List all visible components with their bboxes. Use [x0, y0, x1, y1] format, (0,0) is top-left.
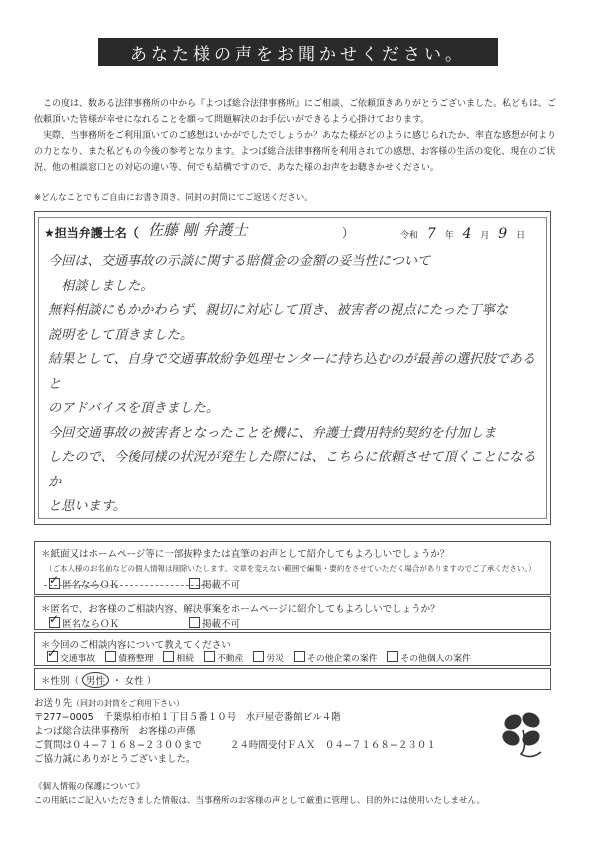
phone-number: ご質問は０４−７１６８−２３００まで [34, 740, 202, 751]
option-corporate[interactable] [294, 651, 377, 664]
checkbox[interactable] [163, 651, 174, 662]
checkbox[interactable] [387, 651, 398, 662]
gender-separator: ・ [112, 676, 122, 687]
option-label: 交通事故 [60, 654, 96, 664]
option-label: 労災 [266, 654, 285, 664]
checkbox[interactable] [105, 651, 116, 662]
privacy-title: 《個人情報の保護について》 [34, 782, 145, 792]
option-label: その他個人の案件 [400, 654, 471, 664]
option-label: 匿名ならＯＫ [62, 619, 120, 630]
question-3-section [34, 632, 551, 666]
divider [44, 585, 204, 586]
question-1-text: ＊紙面又はホームページ等に一部抜粋または直筆のお声として紹介してもよろしいでしょうか？ [41, 549, 450, 560]
option-label: 匿名ならＯＫ [62, 580, 120, 591]
handwritten-comment[interactable]: 今回は、交通事故の示談に関する賠償金の金額の妥当性について 相談しました。 無料相談にもかかわらず、親切に対応して頂き、被害者の視点にたった丁寧な 説明をして頂きました。 結果として、自身で交通事故紛争処理センターに持ち込むのが最善の選択肢であると のアドバイスを頂きました。 今回交通事故の被害者となったことを機に、弁護士費用特約契約を付加しま したので、今後同様の状況が発生した際には、こちらに依頼させて頂くことになるか と思います。 [48, 254, 536, 514]
option-personal[interactable] [387, 651, 470, 664]
lawyer-name-field[interactable]: 佐藤 剛 弁護士 [148, 221, 248, 239]
send-to-label: お送り先 [34, 698, 73, 709]
gender-close: ） [146, 676, 157, 687]
page-title: あなた様の声をお聞かせください。 [98, 38, 498, 66]
option-not-allowed[interactable] [189, 577, 240, 591]
gender-male-selected[interactable]: 男性 [82, 672, 109, 688]
checkbox-checked[interactable] [49, 617, 60, 628]
clover-logo-icon [497, 708, 549, 768]
question-1-section [34, 541, 551, 595]
question-3-options [47, 651, 471, 664]
fax-number: ２４時間受付ＦＡＸ ０４−７１６８−２３０１ [229, 740, 436, 751]
date-year[interactable]: 7 [426, 226, 436, 242]
option-label: 相続 [176, 654, 195, 664]
intro-text [34, 96, 564, 176]
checkbox-checked[interactable] [49, 578, 60, 589]
question-2-section [34, 596, 551, 630]
checkbox[interactable] [253, 651, 264, 662]
option-debt[interactable] [105, 651, 153, 664]
date-month[interactable]: 4 [462, 226, 472, 242]
question-1-options [49, 577, 240, 591]
option-label: 掲載不可 [202, 619, 241, 630]
option-inheritance[interactable] [163, 651, 194, 664]
date-year-unit: 年 [444, 231, 454, 241]
instruction-note: ※どんなことでもご自由にお書き頂き、同封の封筒にてご返送ください。 [34, 193, 313, 203]
send-to-note: （同封の封筒をご利用下さい） [72, 699, 185, 708]
option-not-allowed[interactable] [189, 616, 240, 630]
date-day-unit: 日 [516, 231, 526, 241]
question-1-note: （ご本人様のお名前などの個人情報は削除いたします。文章を変えない範囲で編集・要約をさせていただく場合がありますのでご了承ください。） [45, 564, 536, 573]
question-2-text: ＊匿名で、お客様のご相談内容、解決事案をホームページに紹介してもよろしいでしょうか？ [41, 604, 440, 615]
option-label: 債務整理 [118, 654, 154, 664]
intro-paragraph-2: 実際、当事務所をご利用頂いてのご感想はいかがでしたでしょうか？あなた様がどのように感じられたか、率直な感想が何よりの力となり、また私どもの今後の参考となります。よつば総合法律事務所を利用されての感想、お客様の生活の変化、現在のご状況、他の相談窓口との対応の違い等、何でも結構ですので、あなた様のお声をお聴きかせください。 [34, 131, 557, 173]
option-label: 不動産 [217, 654, 244, 664]
gender-section [34, 668, 551, 690]
thanks-text: ご協力誠にありがとうございました。 [34, 754, 196, 765]
question-3-text: ＊今回のご相談内容について教えてください [41, 640, 231, 651]
option-anonymous-ok[interactable] [49, 616, 189, 630]
office-name: よつば総合法律事務所 お客様の声係 [34, 726, 196, 737]
intro-paragraph-1: この度は、数ある法律事務所の中から『よつば総合法律事務所』にご相談、ご依頼頂きありがとうございました。私どもは、ご依頼頂いた皆様が幸せになれることを願って問題解決のお手伝いができるよう心掛けております。 [34, 99, 557, 125]
option-traffic-accident[interactable] [47, 651, 95, 664]
gender-label: ＊性別（ [41, 676, 80, 687]
checkbox[interactable] [204, 651, 215, 662]
option-label: その他企業の案件 [307, 654, 378, 664]
privacy-text: この用紙にご記入いただきました情報は、当事務所のお客様の声として厳重に管理し、目的外には使用いたしません。 [34, 796, 486, 806]
lawyer-label-close: ） [342, 226, 355, 240]
option-labor-accident[interactable] [253, 651, 284, 664]
date-field[interactable] [400, 226, 525, 242]
checkbox-checked[interactable] [47, 651, 58, 662]
question-2-options [49, 616, 240, 630]
date-month-unit: 月 [480, 231, 490, 241]
lawyer-label: ★担当弁護士名（ [44, 226, 139, 240]
postal-address: 〒277−0005 千葉県柏市柏１丁目５番１０号 水戸屋壱番館ビル４階 [34, 712, 341, 723]
date-era: 令和 [400, 231, 419, 241]
checkbox[interactable] [189, 578, 200, 589]
option-anonymous-ok[interactable] [49, 577, 189, 591]
gender-female[interactable]: 女性 [124, 676, 144, 687]
checkbox[interactable] [189, 617, 200, 628]
date-day[interactable]: 9 [498, 226, 508, 242]
option-real-estate[interactable] [204, 651, 243, 664]
checkbox[interactable] [294, 651, 305, 662]
gender-row [41, 672, 156, 688]
option-label: 掲載不可 [202, 580, 241, 591]
footer-address [34, 697, 436, 767]
